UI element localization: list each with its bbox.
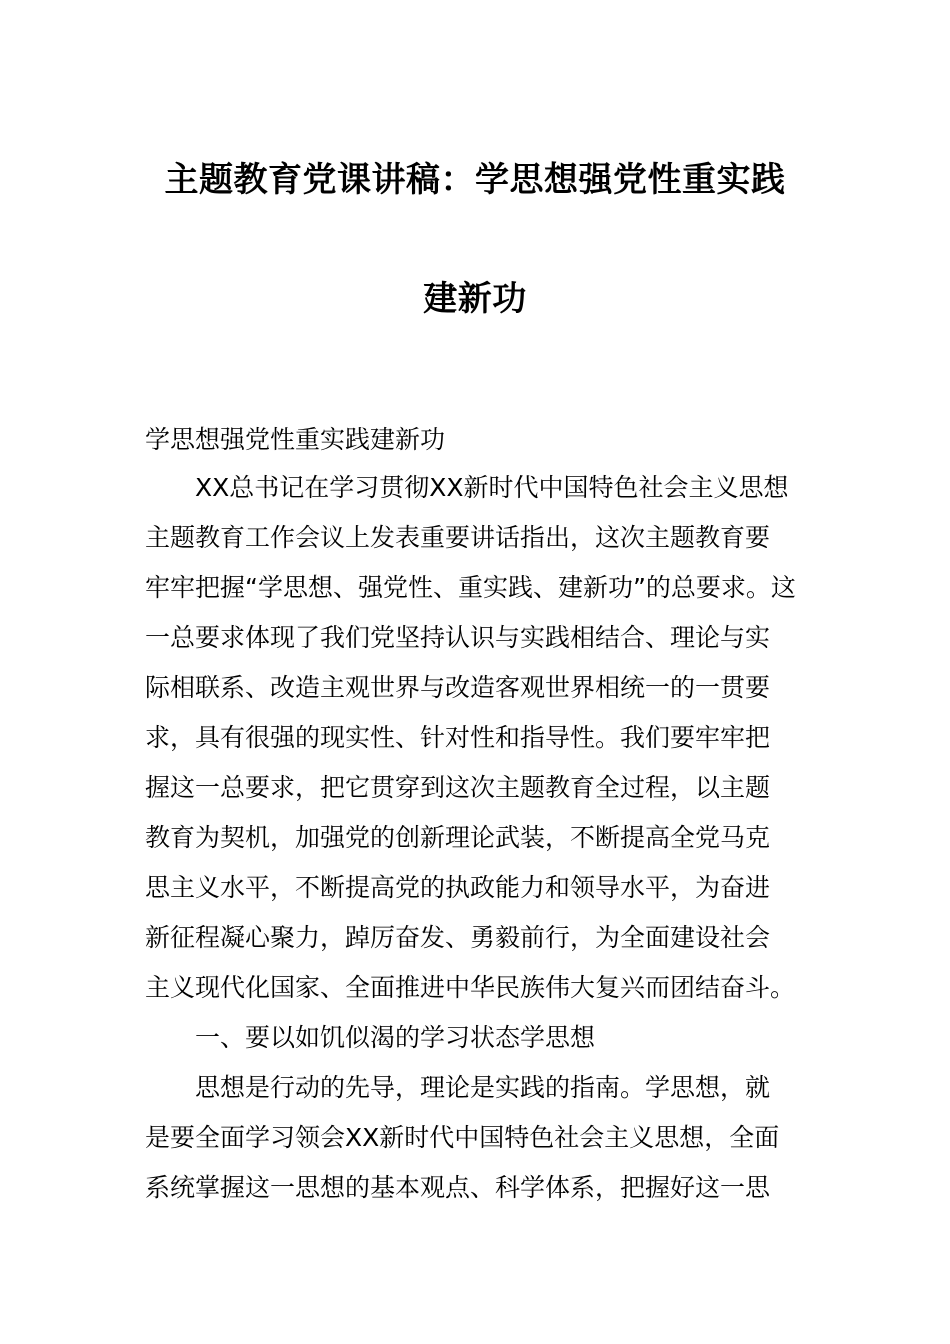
- paragraph-2: [145, 1068, 810, 1218]
- paragraph-line: 主义现代化国家、全面推进中华民族伟大复兴而团结奋斗。: [145, 973, 796, 1002]
- paragraph-line: XX总书记在学习贯彻XX新时代中国特色社会主义思想: [195, 473, 789, 502]
- document-body: [145, 420, 810, 1218]
- paragraph-line: 求，具有很强的现实性、针对性和指导性。我们要牢牢把: [145, 723, 771, 752]
- paragraph-line: 牢牢把握“学思想、强党性、重实践、建新功”的总要求。这: [145, 573, 796, 602]
- paragraph-line: 一总要求体现了我们党坚持认识与实践相结合、理论与实: [145, 623, 771, 652]
- paragraph-line: 思想是行动的先导，理论是实践的指南。学思想，就: [195, 1073, 771, 1102]
- paragraph-line: 主题教育工作会议上发表重要讲话指出，这次主题教育要: [145, 523, 771, 552]
- paragraph-line: 是要全面学习领会XX新时代中国特色社会主义思想，全面: [145, 1123, 780, 1152]
- paragraph-line: 握这一总要求，把它贯穿到这次主题教育全过程，以主题: [145, 773, 771, 802]
- paragraph-line: 教育为契机，加强党的创新理论武装，不断提高全党马克: [145, 823, 771, 852]
- document-title-line-1: 主题教育党课讲稿：学思想强党性重实践: [164, 160, 786, 200]
- section-heading-1: 一、要以如饥似渴的学习状态学思想: [195, 1023, 596, 1052]
- paragraph-line: 际相联系、改造主观世界与改造客观世界相统一的一贯要: [145, 673, 771, 702]
- paragraph-line: 思主义水平，不断提高党的执政能力和领导水平，为奋进: [145, 873, 771, 902]
- paragraph-line: 新征程凝心聚力，踔厉奋发、勇毅前行，为全面建设社会: [145, 923, 771, 952]
- document-title-line-2: 建新功: [423, 279, 527, 319]
- document-subtitle: 学思想强党性重实践建新功: [145, 425, 446, 454]
- paragraph-1: [145, 468, 810, 1018]
- paragraph-line: 系统掌握这一思想的基本观点、科学体系，把握好这一思: [145, 1173, 771, 1202]
